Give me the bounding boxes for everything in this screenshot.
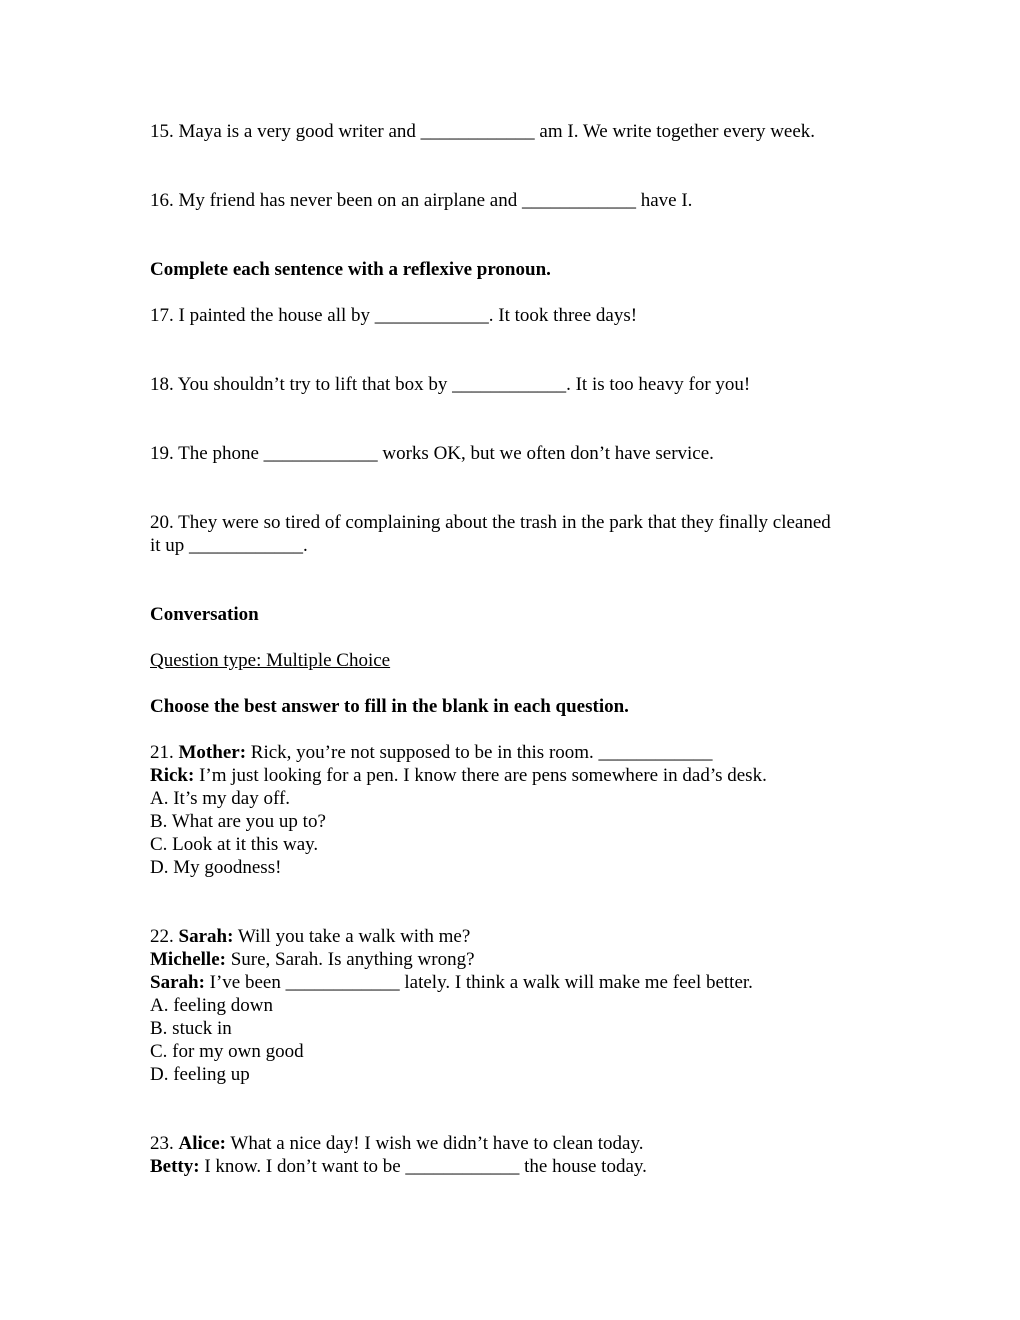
dialogue-line — [150, 1155, 880, 1178]
question-17-text: 17. I painted the house all by ____________. It took three days! — [150, 305, 638, 326]
question-20-line-2: it up ____________. — [150, 535, 308, 556]
question-20-line-1: 20. They were so tired of complaining about the trash in the park that they finally cleaned — [150, 512, 831, 533]
dialogue-line — [150, 971, 880, 994]
answer-option-b: B. What are you up to? — [150, 811, 326, 832]
answer-option-d: D. My goodness! — [150, 857, 282, 878]
speaker-name: Sarah: — [150, 972, 205, 993]
dialogue-text: Sure, Sarah. Is anything wrong? — [225, 949, 475, 970]
speaker-name: Rick: — [150, 765, 195, 786]
question-18 — [150, 373, 880, 396]
question-17 — [150, 304, 880, 327]
speaker-name: Alice: — [178, 1133, 226, 1154]
question-19 — [150, 442, 880, 465]
speaker-name: Michelle: — [150, 949, 226, 970]
dialogue-line — [150, 948, 880, 971]
dialogue-text: Will you take a walk with me? — [233, 926, 471, 947]
question-16 — [150, 189, 880, 212]
dialogue-text: I’ve been ____________ lately. I think a walk will make me feel better. — [204, 972, 753, 993]
dialogue-text: Rick, you’re not supposed to be in this room. ____________ — [246, 742, 713, 763]
answer-option-d: D. feeling up — [150, 1064, 250, 1085]
question-19-text: 19. The phone ____________ works OK, but we often don’t have service. — [150, 443, 714, 464]
question-21 — [150, 741, 880, 879]
answer-option-c: C. for my own good — [150, 1041, 304, 1062]
answer-option-a: A. feeling down — [150, 995, 273, 1016]
dialogue-text: I know. I don’t want to be ____________ the house today. — [199, 1156, 647, 1177]
question-18-text: 18. You shouldn’t try to lift that box by ____________. It is too heavy for you! — [150, 374, 751, 395]
question-23 — [150, 1132, 880, 1178]
question-type: Question type: Multiple Choice — [150, 650, 391, 671]
speaker-name: Mother: — [178, 742, 247, 763]
dialogue-line — [150, 741, 880, 764]
reflexive-heading: Complete each sentence with a reflexive pronoun. — [150, 259, 551, 280]
question-22 — [150, 925, 880, 1086]
question-15 — [150, 120, 880, 143]
speaker-name: Sarah: — [178, 926, 234, 947]
question-16-text: 16. My friend has never been on an airplane and ____________ have I. — [150, 190, 693, 211]
question-number: 22. — [150, 926, 179, 947]
dialogue-text: What a nice day! I wish we didn’t have to clean today. — [225, 1133, 644, 1154]
answer-option-b: B. stuck in — [150, 1018, 232, 1039]
dialogue-text: I’m just looking for a pen. I know there are pens somewhere in dad’s desk. — [194, 765, 767, 786]
question-number: 23. — [150, 1133, 179, 1154]
answer-option-c: C. Look at it this way. — [150, 834, 319, 855]
answer-option-a: A. It’s my day off. — [150, 788, 291, 809]
dialogue-line — [150, 925, 880, 948]
question-20 — [150, 511, 880, 557]
dialogue-line — [150, 764, 880, 787]
question-number: 21. — [150, 742, 179, 763]
choose-heading: Choose the best answer to fill in the blank in each question. — [150, 696, 629, 717]
speaker-name: Betty: — [150, 1156, 200, 1177]
question-15-text: 15. Maya is a very good writer and ____________ am I. We write together every week. — [150, 121, 816, 142]
dialogue-line — [150, 1132, 880, 1155]
conversation-heading: Conversation — [150, 604, 259, 625]
